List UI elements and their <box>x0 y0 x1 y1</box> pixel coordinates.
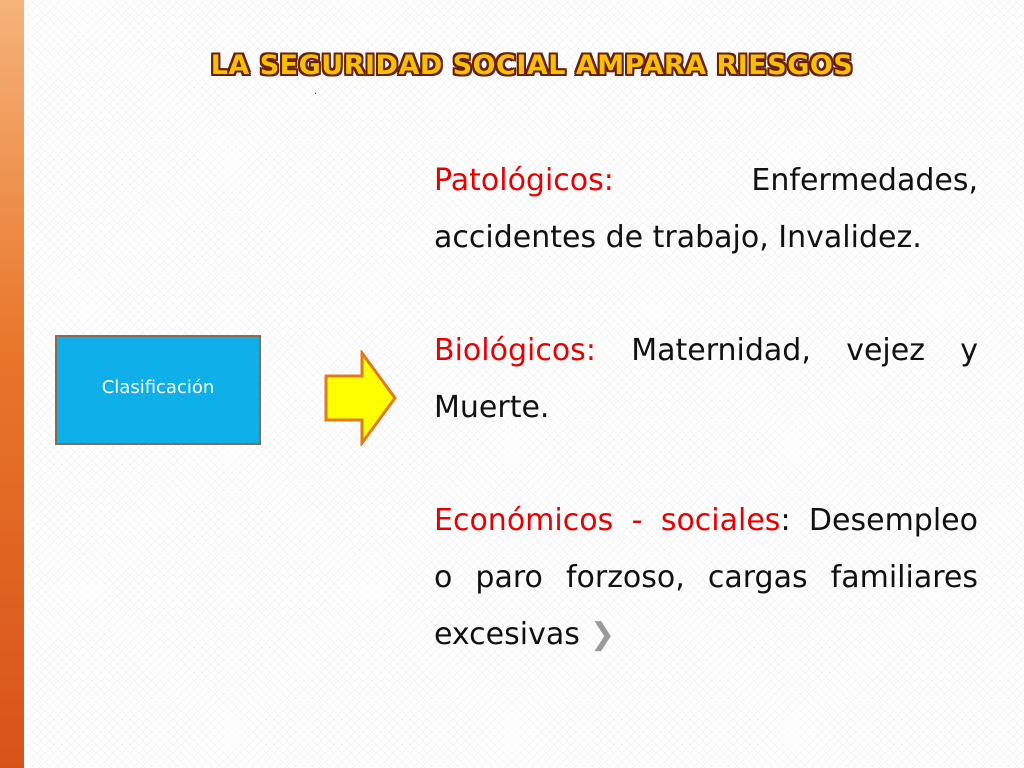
risk-list <box>434 152 978 663</box>
risk-label: Económicos - sociales <box>434 503 781 538</box>
risk-text: Enfermedades, accidentes de trabajo, Invalidez. <box>434 163 978 255</box>
risk-item-pathological <box>434 152 978 266</box>
chevron-right-icon[interactable]: ❯ <box>589 617 615 652</box>
classification-box <box>55 335 261 445</box>
risk-item-economic <box>434 492 978 663</box>
risk-item-biological <box>434 322 978 436</box>
risk-text: : Desempleo o paro forzoso, cargas familiares excesivas <box>434 503 978 652</box>
arrow-right-icon <box>324 350 398 446</box>
risk-label: Biológicos: <box>434 333 596 368</box>
slide-title: LA SEGURIDAD SOCIAL AMPARA RIESGOS <box>210 50 854 81</box>
left-accent-bar <box>0 0 24 768</box>
risk-label: Patológicos: <box>434 163 614 198</box>
risk-text: Maternidad, vejez y Muerte. <box>434 333 978 425</box>
classification-label: Clasificación <box>101 376 215 398</box>
title-dot: . <box>314 86 318 97</box>
